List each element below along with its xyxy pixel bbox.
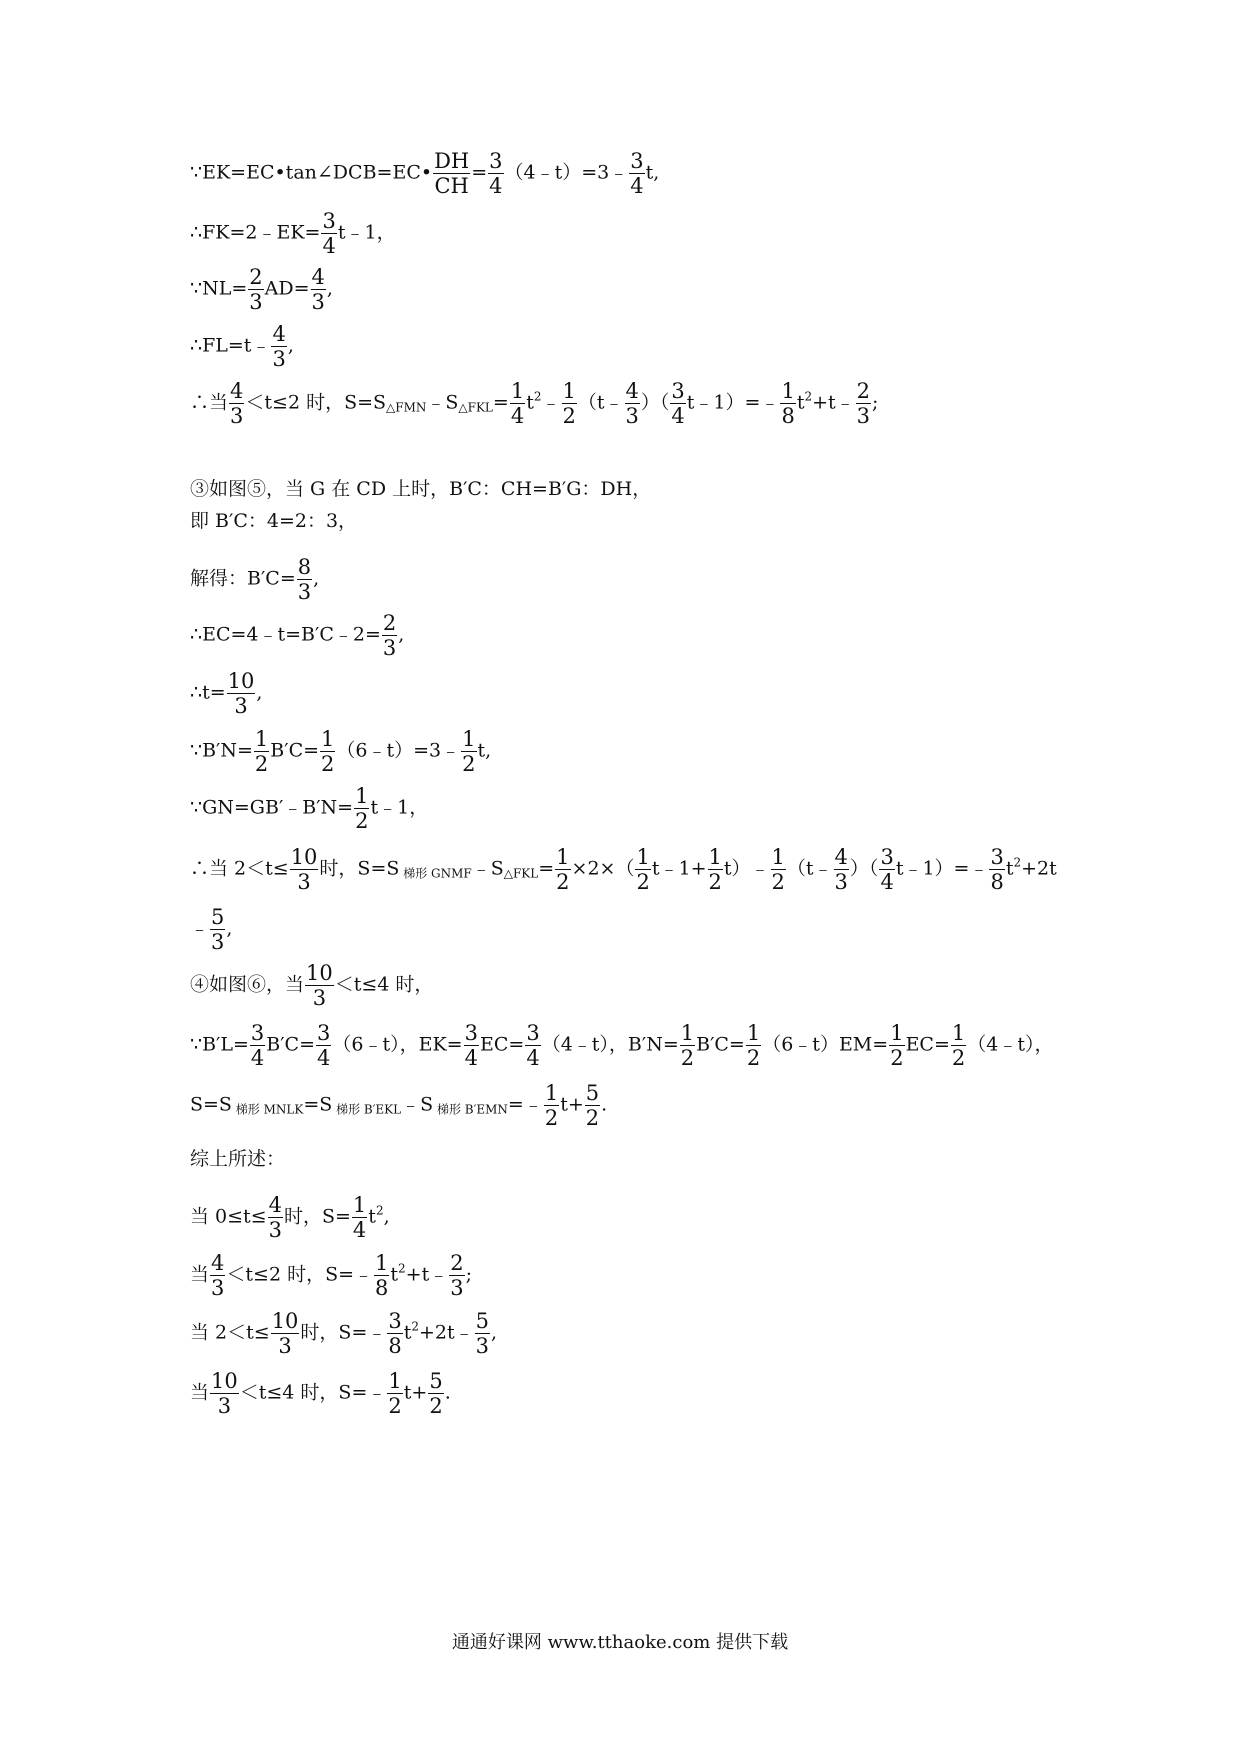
- solution-line-2: [190, 210, 396, 257]
- fraction: [354, 785, 369, 832]
- fraction-numerator: 2: [856, 379, 871, 403]
- fraction-numerator: 3: [880, 845, 894, 869]
- fraction: [680, 1022, 695, 1069]
- fraction: [889, 1022, 904, 1069]
- fraction-denominator: 4: [317, 1046, 331, 1071]
- fraction-numerator: 4: [272, 322, 286, 346]
- fraction-denominator: 2: [562, 404, 576, 429]
- fraction-denominator: 3: [217, 1394, 232, 1419]
- text-run: +t﹣: [812, 391, 855, 414]
- fraction: [316, 1022, 331, 1069]
- subscript: △FKL: [503, 866, 539, 881]
- fraction-numerator: 1: [636, 845, 650, 869]
- superscript: 2: [411, 1319, 420, 1334]
- solution-line-17: [190, 1082, 607, 1129]
- text-run: （4﹣t），: [967, 1033, 1054, 1056]
- text-run: .: [444, 1381, 451, 1404]
- text-run: ∵EK=EC•tan∠DCB=EC•: [190, 161, 433, 184]
- text-run: （4﹣t），B′N=: [541, 1033, 679, 1056]
- fraction-numerator: 8: [297, 555, 312, 579]
- text-run: t﹣1）=﹣: [686, 391, 780, 414]
- fraction-denominator: 4: [322, 234, 336, 259]
- fraction-denominator: 4: [510, 404, 525, 429]
- text-run: ﹣: [190, 917, 210, 940]
- fraction-denominator: 8: [990, 870, 1004, 895]
- fraction-denominator: 3: [249, 290, 263, 315]
- fraction: [271, 323, 286, 370]
- text-run: （4﹣t）=3﹣: [504, 161, 629, 184]
- solution-line-13: [190, 846, 1057, 893]
- fraction: [352, 1194, 367, 1241]
- fraction: [544, 1082, 559, 1129]
- fraction-numerator: 1: [746, 1021, 761, 1045]
- text-run: ∴当: [190, 391, 229, 414]
- fraction: [464, 1022, 479, 1069]
- text-run: （6﹣t），EK=: [332, 1033, 463, 1056]
- text-run: ∴当 2＜t≤: [190, 857, 289, 880]
- solution-line-8: [190, 556, 319, 603]
- text-run: ＜t≤4 时，: [334, 973, 434, 996]
- fraction-numerator: 1: [352, 1193, 367, 1217]
- fraction: [834, 846, 849, 893]
- fraction-denominator: CH: [434, 174, 469, 199]
- subscript: △FMN: [386, 400, 427, 415]
- text-run: t: [403, 1321, 412, 1344]
- fraction: [670, 380, 685, 427]
- fraction-denominator: 2: [585, 1106, 600, 1131]
- fraction-numerator: 4: [625, 379, 639, 403]
- superscript: 2: [1013, 855, 1022, 870]
- fraction-numerator: 1: [556, 845, 570, 869]
- solution-line-1: [190, 150, 659, 197]
- text-run: .: [601, 1093, 608, 1116]
- text-run: +t﹣: [405, 1263, 449, 1286]
- solution-line-22: [190, 1370, 451, 1417]
- fraction-numerator: 1: [562, 379, 576, 403]
- fraction-denominator: 3: [230, 404, 244, 429]
- text-run: +2t: [1021, 857, 1057, 880]
- fraction-denominator: 4: [880, 870, 894, 895]
- text-run: 时，S=﹣: [300, 1321, 387, 1344]
- text-run: ∵NL=: [190, 277, 248, 300]
- fraction-denominator: 3: [211, 1276, 225, 1301]
- fraction-denominator: 3: [450, 1276, 464, 1301]
- fraction-numerator: 10: [211, 1369, 238, 1393]
- fraction-denominator: 3: [278, 1334, 292, 1359]
- fraction-numerator: 3: [388, 1309, 402, 1333]
- fraction-denominator: 4: [464, 1046, 478, 1071]
- text-run: （t﹣: [577, 391, 624, 414]
- fraction-numerator: 1: [254, 727, 269, 751]
- solution-line-16: [190, 1022, 1054, 1069]
- fraction-numerator: 10: [290, 845, 318, 869]
- fraction-denominator: 2: [556, 870, 570, 895]
- text-run: =: [538, 857, 555, 880]
- fraction-numerator: 1: [771, 845, 785, 869]
- solution-line-15: [190, 962, 433, 1009]
- fraction-denominator: 4: [489, 174, 503, 199]
- fraction-denominator: 2: [321, 752, 335, 777]
- fraction: [625, 380, 640, 427]
- superscript: 2: [804, 389, 813, 404]
- superscript: 2: [533, 389, 542, 404]
- text-run: t）﹣: [723, 857, 770, 880]
- fraction: [210, 1370, 239, 1417]
- fraction: [635, 846, 650, 893]
- fraction-numerator: 1: [510, 379, 525, 403]
- text-run: ∴FK=2﹣EK=: [190, 221, 321, 244]
- text-run: ,: [256, 681, 263, 704]
- text-run: B′C=: [696, 1033, 745, 1056]
- text-run: ③如图⑤，当 G 在 CD 上时，B′C：CH=B′G：DH，: [190, 478, 652, 500]
- text-run: ,: [398, 623, 405, 646]
- fraction-numerator: 1: [321, 727, 335, 751]
- text-run: ∴EC=4﹣t=B′C﹣2=: [190, 623, 381, 646]
- fraction: [629, 150, 644, 197]
- fraction: [271, 1310, 300, 1357]
- fraction-denominator: 3: [268, 1218, 282, 1243]
- text-run: ;: [465, 1263, 473, 1286]
- text-run: ）（: [640, 391, 670, 414]
- text-run: ∴FL=t﹣: [190, 334, 271, 357]
- text-run: （6﹣t）=3﹣: [336, 739, 461, 762]
- text-run: ,: [383, 1205, 390, 1228]
- fraction-denominator: 2: [771, 870, 785, 895]
- fraction: [305, 962, 334, 1009]
- superscript: 2: [375, 1203, 384, 1218]
- text-run: 时，S=: [283, 1205, 351, 1228]
- fraction: [321, 210, 336, 257]
- superscript: 2: [398, 1261, 406, 1276]
- fraction: [229, 380, 244, 427]
- fraction-numerator: 1: [388, 1369, 402, 1393]
- text-run: t﹣1，: [337, 221, 396, 244]
- text-run: t: [368, 1205, 376, 1228]
- fraction: [771, 846, 786, 893]
- fraction-numerator: 4: [268, 1193, 282, 1217]
- fraction: [989, 846, 1004, 893]
- fraction-numerator: 1: [462, 727, 476, 751]
- text-run: 综上所述：: [190, 1148, 286, 1170]
- fraction-denominator: 2: [708, 870, 722, 895]
- fraction: [320, 728, 335, 775]
- fraction-denominator: 2: [254, 752, 269, 777]
- subscript: △FKL: [458, 400, 493, 415]
- fraction-denominator: 8: [388, 1334, 402, 1359]
- fraction: [475, 1310, 490, 1357]
- fraction: [449, 1252, 464, 1299]
- fraction-numerator: DH: [434, 149, 470, 173]
- fraction: [387, 1370, 402, 1417]
- fraction-denominator: 3: [382, 636, 397, 661]
- text-run: ,: [491, 1321, 498, 1344]
- page-footer: 通通好课网 www.tthaoke.com 提供下载: [451, 1632, 789, 1653]
- text-run: ;: [872, 391, 879, 414]
- fraction-numerator: 5: [211, 905, 225, 929]
- text-run: t: [390, 1263, 399, 1286]
- text-run: +2t﹣: [419, 1321, 474, 1344]
- text-run: ＜t≤4 时，S=﹣: [239, 1381, 387, 1404]
- text-run: AD=: [264, 277, 310, 300]
- text-run: ＜t≤2 时，S=﹣: [226, 1263, 374, 1286]
- fraction-numerator: 10: [271, 1309, 299, 1333]
- fraction-numerator: 1: [951, 1021, 966, 1045]
- fraction-denominator: 2: [388, 1394, 402, 1419]
- solution-line-21: [190, 1310, 497, 1357]
- fraction-numerator: 3: [250, 1021, 265, 1045]
- fraction-numerator: 4: [211, 1251, 225, 1275]
- solution-line-12: [190, 785, 428, 832]
- text-run: t﹣1）=﹣: [895, 857, 989, 880]
- text-run: =S: [303, 1093, 333, 1116]
- fraction: [374, 1252, 389, 1299]
- fraction-denominator: 2: [636, 870, 650, 895]
- solution-line-4: [190, 323, 294, 370]
- solution-line-11: [190, 728, 491, 775]
- fraction-numerator: 2: [382, 611, 397, 635]
- text-run: t+: [560, 1093, 584, 1116]
- fraction-numerator: 3: [464, 1021, 478, 1045]
- fraction-denominator: 4: [250, 1046, 265, 1071]
- fraction: [780, 380, 795, 427]
- text-run: 当 0≤t≤: [190, 1205, 267, 1228]
- fraction: [951, 1022, 966, 1069]
- solution-line-10: [190, 670, 262, 717]
- fraction: [210, 1252, 225, 1299]
- fraction-numerator: 10: [306, 961, 333, 985]
- fraction-numerator: 4: [230, 379, 244, 403]
- text-run: ）（: [849, 857, 879, 880]
- fraction-numerator: 3: [630, 149, 644, 173]
- text-run: t: [1005, 857, 1014, 880]
- text-run: ﹣: [541, 391, 561, 414]
- fraction: [488, 150, 503, 197]
- solution-line-14: [190, 906, 232, 953]
- text-run: ﹣S: [426, 391, 459, 414]
- fraction-denominator: 2: [746, 1046, 761, 1071]
- solution-line-6: [190, 480, 651, 499]
- text-run: ∵B′L=: [190, 1033, 249, 1056]
- subscript: 梯形 GNMF: [399, 866, 472, 881]
- fraction-denominator: 3: [625, 404, 639, 429]
- fraction-denominator: 2: [951, 1046, 966, 1071]
- fraction: [290, 846, 319, 893]
- fraction-denominator: 3: [311, 290, 325, 315]
- subscript: 梯形 B′EKL: [332, 1102, 402, 1117]
- text-run: EC=: [479, 1033, 525, 1056]
- fraction-denominator: 2: [680, 1046, 695, 1071]
- fraction: [708, 846, 723, 893]
- text-run: 当: [190, 1263, 210, 1286]
- fraction-numerator: 2: [249, 265, 263, 289]
- fraction: [210, 906, 225, 953]
- fraction-denominator: 3: [297, 870, 311, 895]
- text-run: ,: [226, 917, 233, 940]
- fraction-numerator: 10: [227, 669, 255, 693]
- fraction-numerator: 1: [781, 379, 795, 403]
- text-run: ﹣S: [471, 857, 504, 880]
- text-run: t+: [403, 1381, 428, 1404]
- fraction: [746, 1022, 761, 1069]
- fraction: [428, 1370, 443, 1417]
- fraction-numerator: 1: [355, 784, 369, 808]
- text-run: ×2×（: [571, 857, 635, 880]
- fraction-numerator: 3: [322, 209, 336, 233]
- text-run: 解得：B′C=: [190, 567, 296, 590]
- text-run: ,: [313, 567, 320, 590]
- fraction-denominator: 8: [375, 1276, 389, 1301]
- text-run: ＜t≤2 时，S=S: [245, 391, 387, 414]
- text-run: ,: [326, 277, 333, 300]
- text-run: t,: [477, 739, 492, 762]
- text-run: t: [526, 391, 534, 414]
- solution-line-5: [190, 380, 878, 427]
- text-run: 时，S=S: [319, 857, 400, 880]
- fraction-denominator: 2: [544, 1106, 559, 1131]
- text-run: B′C=: [270, 739, 320, 762]
- fraction: [510, 380, 525, 427]
- fraction: [268, 1194, 283, 1241]
- fraction: [382, 612, 397, 659]
- fraction: [227, 670, 256, 717]
- text-run: 当 2＜t≤: [190, 1321, 270, 1344]
- fraction: [297, 556, 312, 603]
- solution-line-18: [190, 1150, 285, 1169]
- solution-line-19: [190, 1194, 390, 1241]
- text-run: 当: [190, 1381, 210, 1404]
- fraction: [311, 266, 326, 313]
- text-run: ∴t=: [190, 681, 226, 704]
- fraction: [254, 728, 269, 775]
- fraction-numerator: 1: [890, 1021, 904, 1045]
- text-run: t﹣1+: [651, 857, 707, 880]
- text-run: ④如图⑥，当: [190, 973, 305, 996]
- fraction: [248, 266, 263, 313]
- fraction-numerator: 5: [585, 1081, 600, 1105]
- fraction-denominator: 3: [272, 347, 286, 372]
- fraction-denominator: 2: [429, 1394, 443, 1419]
- fraction-numerator: 3: [489, 149, 503, 173]
- fraction-denominator: 3: [834, 870, 848, 895]
- fraction-denominator: 8: [781, 404, 795, 429]
- text-run: ∵GN=GB′﹣B′N=: [190, 796, 354, 819]
- text-run: =﹣: [507, 1093, 543, 1116]
- text-run: t,: [645, 161, 660, 184]
- fraction-numerator: 1: [375, 1251, 389, 1275]
- text-run: 即 B′C：4=2：3，: [190, 510, 358, 532]
- text-run: （t﹣: [786, 857, 833, 880]
- fraction-denominator: 4: [526, 1046, 540, 1071]
- fraction-numerator: 4: [311, 265, 325, 289]
- subscript: 梯形 B′EMN: [433, 1102, 508, 1117]
- fraction: [433, 150, 470, 197]
- fraction-denominator: 3: [211, 930, 225, 955]
- text-run: ﹣S: [401, 1093, 434, 1116]
- solution-line-9: [190, 612, 404, 659]
- fraction-denominator: 2: [355, 809, 369, 834]
- text-run: EC=: [905, 1033, 950, 1056]
- text-run: ∵B′N=: [190, 739, 253, 762]
- fraction-numerator: 1: [544, 1081, 559, 1105]
- fraction: [555, 846, 570, 893]
- text-run: t: [796, 391, 805, 414]
- text-run: =: [492, 391, 509, 414]
- fraction-numerator: 3: [317, 1021, 331, 1045]
- fraction-denominator: 3: [297, 580, 312, 605]
- text-run: ,: [287, 334, 294, 357]
- fraction-denominator: 3: [234, 694, 248, 719]
- fraction-denominator: 3: [475, 1334, 490, 1359]
- fraction: [585, 1082, 600, 1129]
- fraction-numerator: 1: [708, 845, 722, 869]
- fraction-numerator: 5: [475, 1309, 490, 1333]
- fraction: [250, 1022, 265, 1069]
- solution-line-3: [190, 266, 333, 313]
- fraction-numerator: 5: [429, 1369, 443, 1393]
- fraction-numerator: 3: [671, 379, 685, 403]
- fraction-denominator: 4: [671, 404, 685, 429]
- solution-line-20: [190, 1252, 472, 1299]
- fraction: [562, 380, 577, 427]
- fraction-numerator: 1: [680, 1021, 695, 1045]
- subscript: 梯形 MNLK: [231, 1102, 304, 1117]
- fraction-numerator: 3: [990, 845, 1004, 869]
- text-run: B′C=: [266, 1033, 316, 1056]
- text-run: =: [471, 161, 488, 184]
- fraction: [856, 380, 871, 427]
- fraction: [387, 1310, 402, 1357]
- fraction: [879, 846, 894, 893]
- text-run: S=S: [190, 1093, 232, 1116]
- fraction-denominator: 2: [890, 1046, 904, 1071]
- fraction-numerator: 4: [834, 845, 848, 869]
- fraction-numerator: 2: [450, 1251, 464, 1275]
- text-run: （6﹣t）EM=: [762, 1033, 889, 1056]
- solution-line-7: [190, 512, 357, 531]
- fraction-denominator: 3: [312, 986, 327, 1011]
- fraction-denominator: 4: [630, 174, 644, 199]
- fraction-numerator: 3: [526, 1021, 540, 1045]
- fraction-denominator: 2: [462, 752, 476, 777]
- fraction-denominator: 4: [352, 1218, 367, 1243]
- text-run: t﹣1，: [370, 796, 429, 819]
- fraction: [461, 728, 476, 775]
- fraction-denominator: 3: [856, 404, 871, 429]
- fraction: [525, 1022, 540, 1069]
